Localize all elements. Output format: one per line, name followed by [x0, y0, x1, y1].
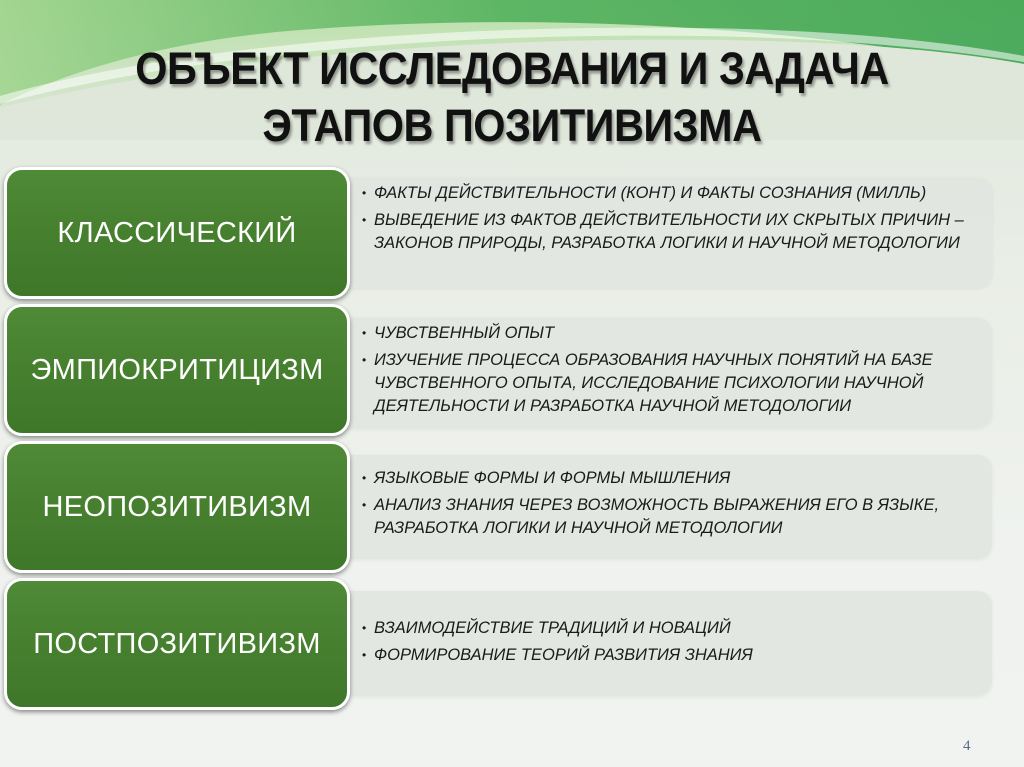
stage-label: КЛАССИЧЕСКИЙ — [57, 216, 297, 249]
list-item: • ФАКТЫ ДЕЙСТВИТЕЛЬНОСТИ (КОНТ) И ФАКТЫ СОЗНАНИЯ (МИЛЛЬ) — [362, 182, 992, 205]
stage-label: НЕОПОЗИТИВИЗМ — [42, 490, 312, 523]
stage-label: ЭМПИОКРИТИЦИЗМ — [30, 353, 324, 386]
list-item: • ФОРМИРОВАНИЕ ТЕОРИЙ РАЗВИТИЯ ЗНАНИЯ — [362, 644, 992, 667]
bullet-icon: • — [362, 471, 367, 485]
list-item: • ЯЗЫКОВЫЕ ФОРМЫ И ФОРМЫ МЫШЛЕНИЯ — [362, 467, 992, 490]
bullet-icon: • — [362, 353, 367, 367]
list-item: • ВЗАИМОДЕЙСТВИЕ ТРАДИЦИЙ И НОВАЦИЙ — [362, 617, 992, 640]
bullet-icon: • — [362, 326, 367, 340]
stage-label: ПОСТПОЗИТИВИЗМ — [33, 627, 321, 660]
list-item: • ВЫВЕДЕНИЕ ИЗ ФАКТОВ ДЕЙСТВИТЕЛЬНОСТИ ИХ СКРЫТЫХ ПРИЧИН – ЗАКОНОВ ПРИРОДЫ, РАЗРАБОТКА ЛОГИКИ И НАУЧНОЙ МЕТОДОЛОГИИ — [362, 211, 964, 252]
stage-description-postpositivism — [340, 591, 992, 696]
list-item: • ИЗУЧЕНИЕ ПРОЦЕССА ОБРАЗОВАНИЯ НАУЧНЫХ ПОНЯТИЙ НА БАЗЕ ЧУВСТВЕННОГО ОПЫТА, ИССЛЕДОВАНИЕ ПСИХОЛОГИИ НАУЧНОЙ ДЕЯТЕЛЬНОСТИ И РАЗРАБОТКА НАУЧНОЙ МЕТОДОЛОГИИ — [362, 351, 933, 415]
bullet-icon: • — [362, 213, 367, 227]
list-item: • АНАЛИЗ ЗНАНИЯ ЧЕРЕЗ ВОЗМОЖНОСТЬ ВЫРАЖЕНИЯ ЕГО В ЯЗЫКЕ, РАЗРАБОТКА ЛОГИКИ И НАУЧНОЙ МЕТОДОЛОГИИ — [362, 496, 940, 537]
list-item: • ЧУВСТВЕННЫЙ ОПЫТ — [362, 322, 992, 345]
bullet-icon: • — [362, 186, 367, 200]
bullet-icon: • — [362, 498, 367, 512]
stage-postpositivism — [4, 578, 350, 710]
page-number: 4 — [963, 738, 971, 754]
title-line-1: ОБЪЕКТ ИССЛЕДОВАНИЯ И ЗАДАЧА — [135, 43, 889, 94]
stage-description-neopositivism — [340, 455, 992, 559]
title-line-2: ЭТАПОВ ПОЗИТИВИЗМА — [262, 100, 762, 151]
stage-description-classical — [340, 178, 992, 288]
stage-classical — [4, 167, 350, 299]
page-title — [115, 40, 910, 154]
stage-neopositivism — [4, 441, 350, 573]
stage-empiriocriticism — [4, 304, 350, 436]
stage-description-empiriocriticism — [340, 318, 992, 428]
bullet-icon: • — [362, 648, 367, 662]
bullet-icon: • — [362, 621, 367, 635]
